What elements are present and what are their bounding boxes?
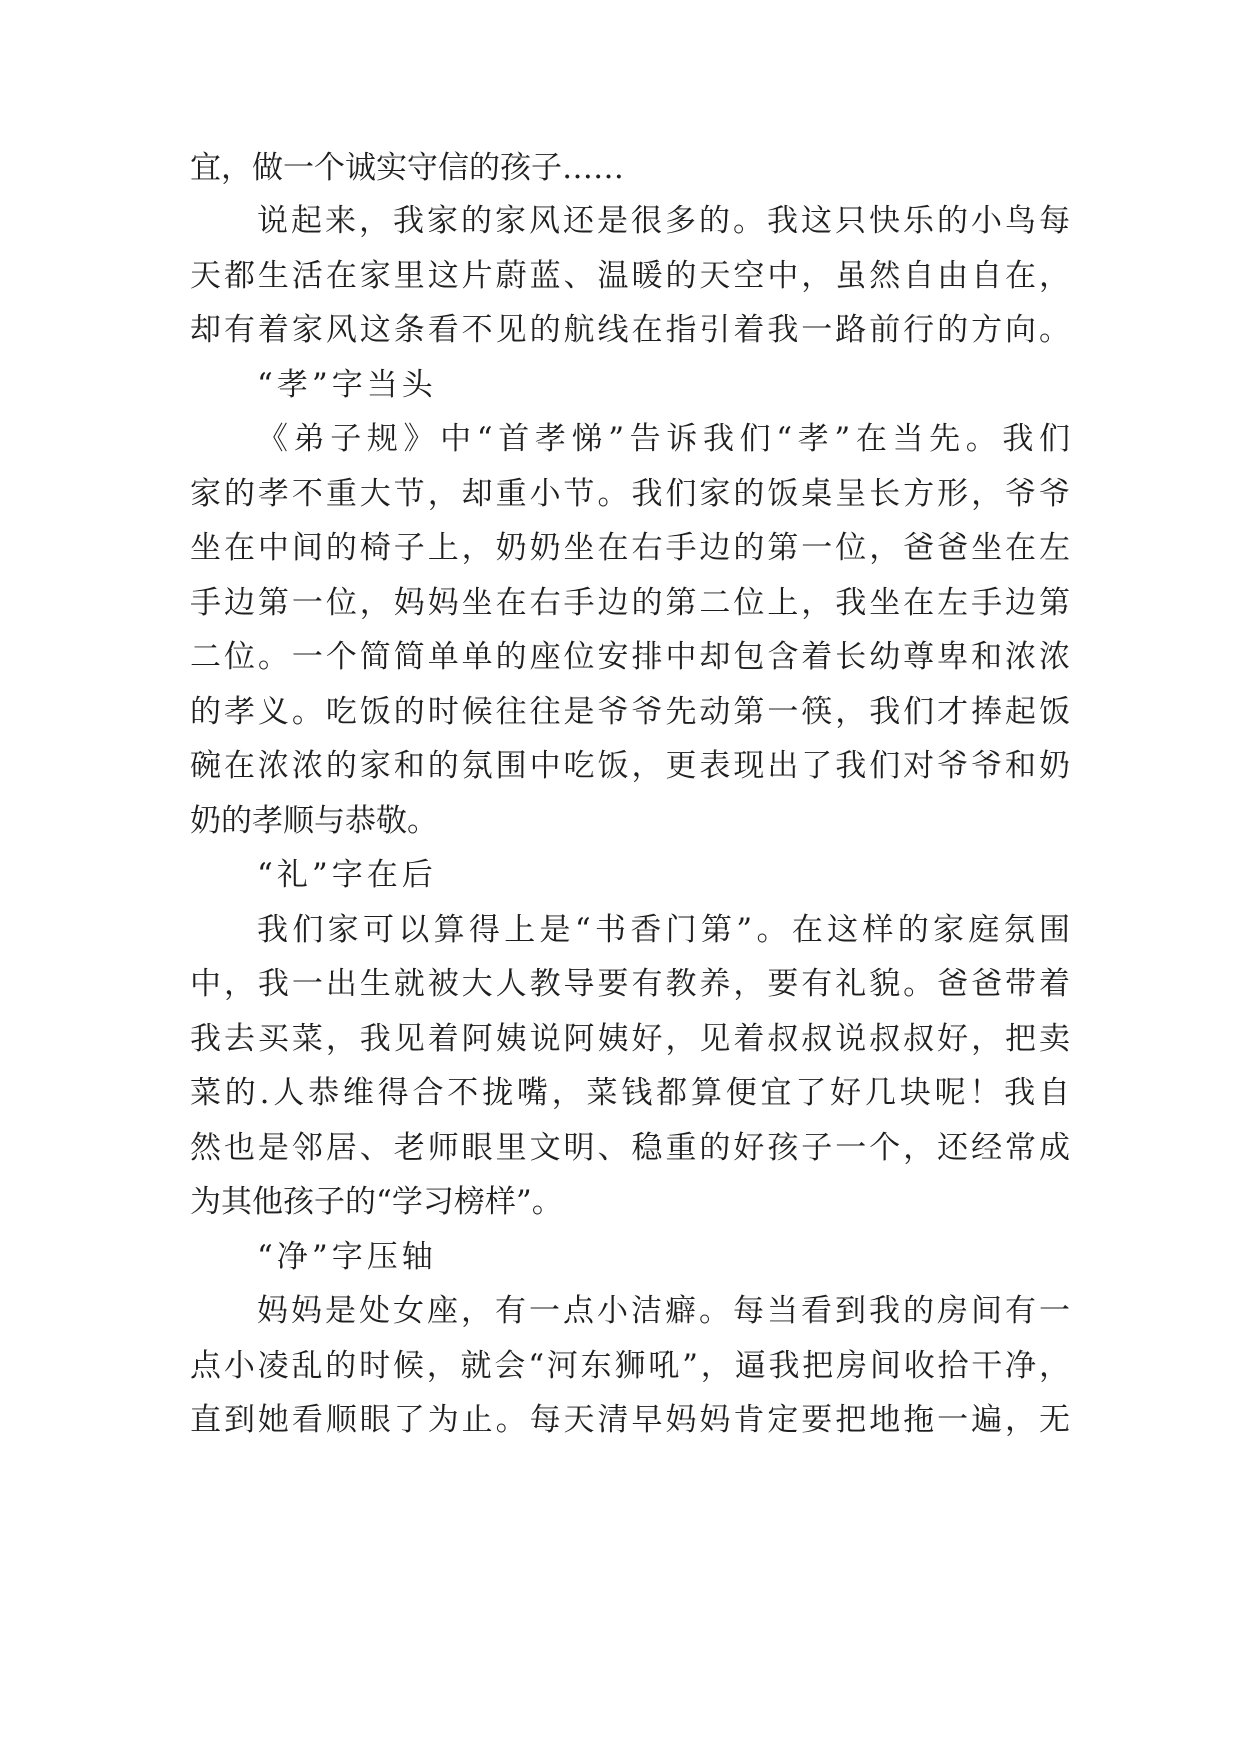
- section-heading-jing: “净”字压轴: [257, 1239, 437, 1275]
- paragraph-xiao-line-7: 碗在浓浓的家和的氛围中吃饭，更表现出了我们对爷爷和奶: [190, 748, 1070, 784]
- paragraph-li-line-2: 中，我一出生就被大人教导要有教养，要有礼貌。爸爸带着: [190, 966, 1070, 1002]
- paragraph-xiao-line-3: 坐在中间的椅子上，奶奶坐在右手边的第一位，爸爸坐在左: [190, 530, 1070, 566]
- paragraph-xiao-line-6: 的孝义。吃饭的时候往往是爷爷先动第一筷，我们才捧起饭: [190, 694, 1070, 730]
- paragraph-xiao-line-8: 奶的孝顺与恭敬。: [190, 803, 438, 839]
- paragraph-jing-line-1: 妈妈是处女座，有一点小洁癖。每当看到我的房间有一: [257, 1293, 1070, 1329]
- paragraph-family-style-line-2: 天都生活在家里这片蔚蓝、温暖的天空中，虽然自由自在，: [190, 258, 1070, 294]
- paragraph-jing-line-2: 点小凌乱的时候，就会“河东狮吼”，逼我把房间收拾干净，: [190, 1348, 1070, 1384]
- paragraph-family-style-line-1: 说起来，我家的家风还是很多的。我这只快乐的小鸟每: [257, 203, 1070, 239]
- intro-line: 宜，做一个诚实守信的孩子……: [190, 150, 624, 186]
- paragraph-li-line-4: 菜的.人恭维得合不拢嘴，菜钱都算便宜了好几块呢！我自: [190, 1075, 1070, 1111]
- paragraph-xiao-line-2: 家的孝不重大节，却重小节。我们家的饭桌呈长方形，爷爷: [190, 476, 1070, 512]
- paragraph-jing-line-3: 直到她看顺眼了为止。每天清早妈妈肯定要把地拖一遍，无: [190, 1402, 1070, 1438]
- paragraph-family-style-line-3: 却有着家风这条看不见的航线在指引着我一路前行的方向。: [190, 312, 1070, 348]
- paragraph-li-line-3: 我去买菜，我见着阿姨说阿姨好，见着叔叔说叔叔好，把卖: [190, 1021, 1070, 1057]
- section-heading-li: “礼”字在后: [257, 857, 437, 893]
- paragraph-li-line-6: 为其他孩子的“学习榜样”。: [190, 1184, 563, 1220]
- paragraph-xiao-line-5: 二位。一个简简单单的座位安排中却包含着长幼尊卑和浓浓: [190, 639, 1070, 675]
- paragraph-li-line-5: 然也是邻居、老师眼里文明、稳重的好孩子一个，还经常成: [190, 1130, 1070, 1166]
- paragraph-xiao-line-1: 《弟子规》中“首孝悌”告诉我们“孝”在当先。我们: [257, 421, 1070, 457]
- section-heading-xiao: “孝”字当头: [257, 367, 437, 403]
- paragraph-li-line-1: 我们家可以算得上是“书香门第”。在这样的家庭氛围: [257, 912, 1070, 948]
- paragraph-xiao-line-4: 手边第一位，妈妈坐在右手边的第二位上，我坐在左手边第: [190, 585, 1070, 621]
